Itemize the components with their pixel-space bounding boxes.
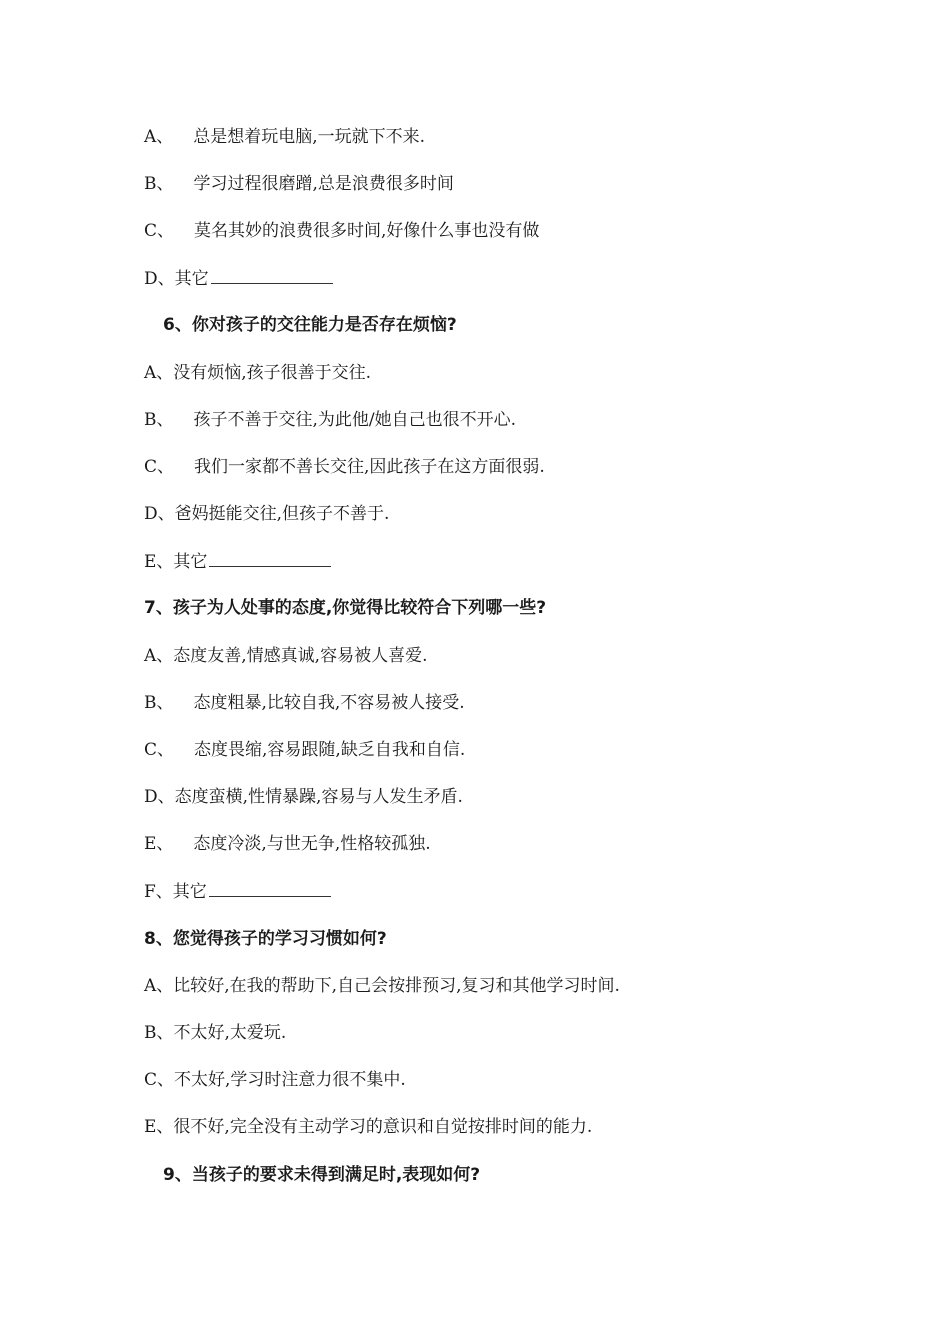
option-text: 孩子不善于交往,为此他/她自己也很不开心.: [193, 410, 517, 430]
option-q7-b: [144, 692, 465, 714]
option-q5-d: [144, 267, 333, 290]
option-q7-a: [144, 645, 428, 667]
option-letter: D、: [144, 269, 175, 289]
option-text: 态度友善,情感真诚,容易被人喜爱.: [173, 646, 428, 666]
option-letter: E、: [144, 1117, 174, 1137]
option-q8-a: [144, 975, 620, 997]
option-q6-a: [144, 362, 371, 384]
option-q8-e: [144, 1116, 592, 1138]
option-q8-b: [144, 1022, 286, 1044]
option-letter: C、: [144, 740, 175, 760]
blank-line: [209, 550, 331, 567]
option-q6-b: [144, 409, 516, 431]
question-9-title: 9、当孩子的要求未得到满足时,表现如何?: [163, 1165, 481, 1185]
option-letter: D、: [144, 504, 175, 524]
option-text: 总是想着玩电脑,一玩就下不来.: [193, 127, 426, 147]
option-letter: A、: [144, 976, 174, 996]
option-q6-d: [144, 503, 389, 525]
option-q7-f: [144, 880, 331, 903]
option-letter: B、: [144, 693, 174, 713]
option-letter: A、: [144, 646, 174, 666]
option-q7-e: [144, 833, 431, 855]
option-text: 比较好,在我的帮助下,自己会按排预习,复习和其他学习时间.: [173, 976, 620, 996]
option-text: 我们一家都不善长交往,因此孩子在这方面很弱.: [194, 457, 545, 477]
option-letter: C、: [144, 221, 175, 241]
option-letter: B、: [144, 174, 174, 194]
option-text: 学习过程很磨蹭,总是浪费很多时间: [193, 174, 454, 194]
option-letter: C、: [144, 457, 175, 477]
option-q7-d: [144, 786, 463, 808]
option-text: 莫名其妙的浪费很多时间,好像什么事也没有做: [194, 221, 540, 241]
option-letter: A、: [144, 363, 174, 383]
option-text: 爸妈挺能交往,但孩子不善于.: [174, 504, 390, 524]
option-letter: D、: [144, 787, 175, 807]
option-text: 其它: [173, 552, 208, 572]
question-8-title: 8、您觉得孩子的学习习惯如何?: [144, 929, 387, 949]
option-text: 其它: [174, 269, 209, 289]
option-text: 态度冷淡,与世无争,性格较孤独.: [193, 834, 431, 854]
option-q5-b: [144, 173, 454, 195]
option-q8-c: [144, 1069, 406, 1091]
option-q5-c: [144, 220, 539, 242]
blank-line: [209, 880, 331, 897]
option-q5-a: [144, 126, 425, 148]
option-text: 态度蛮横,性情暴躁,容易与人发生矛盾.: [174, 787, 463, 807]
option-text: 态度畏缩,容易跟随,缺乏自我和自信.: [194, 740, 466, 760]
option-letter: F、: [144, 882, 173, 902]
option-letter: B、: [144, 410, 174, 430]
option-letter: E、: [144, 552, 174, 572]
option-letter: E、: [144, 834, 174, 854]
option-letter: B、: [144, 1023, 174, 1043]
option-q6-e: [144, 550, 331, 573]
blank-line: [211, 267, 333, 284]
option-text: 没有烦恼,孩子很善于交往.: [173, 363, 372, 383]
option-text: 其它: [172, 882, 207, 902]
option-text: 态度粗暴,比较自我,不容易被人接受.: [193, 693, 465, 713]
option-letter: A、: [144, 127, 174, 147]
option-q6-c: [144, 456, 545, 478]
question-6-title: 6、你对孩子的交往能力是否存在烦恼?: [163, 315, 457, 335]
option-q7-c: [144, 739, 465, 761]
option-letter: C、: [144, 1070, 175, 1090]
option-text: 不太好,太爱玩.: [173, 1023, 287, 1043]
option-text: 很不好,完全没有主动学习的意识和自觉按排时间的能力.: [173, 1117, 593, 1137]
option-text: 不太好,学习时注意力很不集中.: [174, 1070, 406, 1090]
question-7-title: 7、孩子为人处事的态度,你觉得比较符合下列哪一些?: [144, 598, 547, 618]
